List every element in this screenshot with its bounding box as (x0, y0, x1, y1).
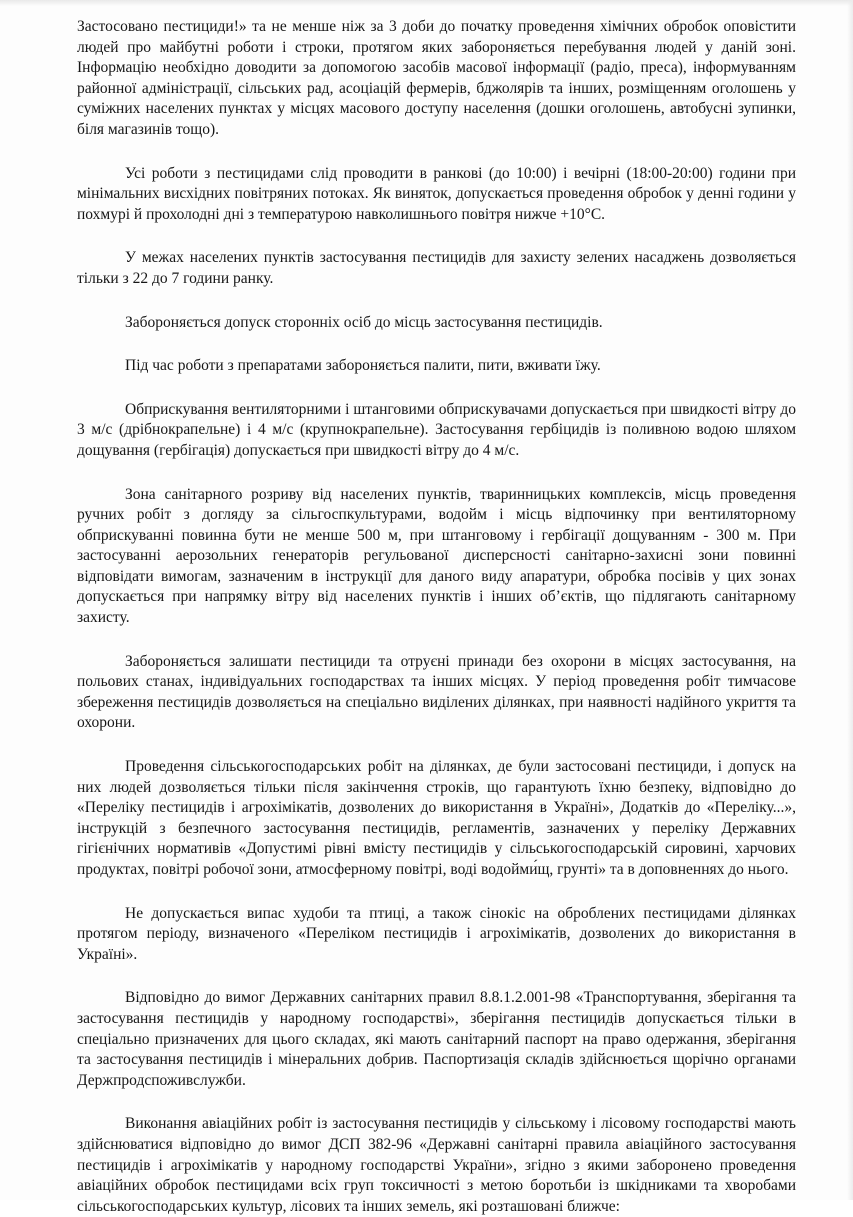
paragraph-storage-requirements: Відповідно до вимог Державних санітарних правил 8.8.1.2.001-98 «Транспортування, зберігання та застосування пестицидів у народному господарстві», зберігання пестицидів допускається тільки в спеціально призначених для цього складах, які мають санітарний паспорт на право одержання, зберігання та застосування пестицидів і мінеральних добрив. Паспортизація складів здійснюється щорічно органами Держпродспоживслужби. (77, 989, 796, 1089)
paragraph-warning-notification: Застосовано пестициди!» та не менше ніж за 3 доби до початку проведення хімічних обробок оповістити людей про майбутні роботи і строки, протягом яких забороняється перебування людей у даній зоні. Інформацію необхідно доводити за допомогою засобів масової інформації (радіо, преса), інформуванням районної адміністрації, сільських рад, асоціацій фермерів, бджолярів та інших, розміщенням оголошень у суміжних населених пунктах у місцях масового доступу населення (дошки оголошень, автобусні зупинки, біля магазинів тощо). (77, 18, 796, 138)
paragraph-no-outsiders: Забороняється допуск сторонніх осіб до місць застосування пестицидів. (125, 313, 603, 331)
paragraph-grazing-prohibition: Не допускається випас худоби та птиці, а також сінокіс на оброблених пестицидами ділянках протягом періоду, визначеного «Переліком пестицидів і агрохімікатів, дозволених до використання в Україні». (77, 904, 796, 963)
paragraph-working-hours: Усі роботи з пестицидами слід проводити в ранкові (до 10:00) і вечірні (18:00-20:00) години при мінімальних висхідних повітряних потоках. Як виняток, допускається проведення обробок у денні години у похмурі й прохолодні дні з температурою навколишнього повітря нижче +10°С. (77, 164, 796, 223)
paragraph-aviation-works: Виконання авіаційних робіт із застосування пестицидів у сільському і лісовому господарстві мають здійснюватися відповідно до вимог ДСП 382-96 «Державні санітарні правила авіаційного застосування пестицидів і агрохімікатів у народному господарстві України», згідно з якими заборонено проведення авіаційних обробок пестицидами всіх груп токсичності з метою боротьби із шкідниками та хворобами сільськогосподарських культур, лісових та інших земель, які розташовані ближче: (77, 1115, 796, 1215)
paragraph-sanitary-zone: Зона санітарного розриву від населених пунктів, тваринницьких комплексів, місць проведення ручних робіт з догляду за сільгоспкультурами, водойм і місць відпочинку при вентиляторному обприскуванні повинна бути не менше 500 м, при штанговому і гербігації дощуванням - 300 м. При застосуванні аерозольних генераторів регульованої дисперсності санітарно-захисні зони повинні відповідати вимогам, зазначеним в інструкції для даного виду апаратури, обробка посівів у цих зонах допускається при напрямку вітру від населених пунктів і інших об’єктів, що підлягають санітарному захисту. (77, 485, 796, 627)
paragraph-no-smoking-eating: Під час роботи з препаратами забороняється палити, пити, вживати їжу. (125, 357, 601, 375)
scan-edge-top (0, 0, 853, 6)
scan-edge-right (847, 0, 853, 1200)
document-body (77, 17, 796, 1217)
paragraph-unguarded-pesticides: Забороняється залишати пестициди та отруєні принади без охорони в місцях застосування, на польових станах, індивідуальних господарствах та інших місцях. У період проведення робіт тимчасове збереження пестицидів дозволяється на спеціально виділених ділянках, при наявності надійного укриття та охорони. (77, 652, 796, 732)
paragraph-field-access-after-treatment: Проведення сільськогосподарських робіт на ділянках, де були застосовані пестициди, і допуск на них людей дозволяється тільки після закінчення строків, що гарантують їхню безпеку, відповідно до «Переліку пестицидів і агрохімікатів, дозволених до використання в Україні», Додатків до «Переліку...», інструкцій з безпечного застосування пестицидів, регламентів, зазначених у переліку Державних гігієнічних нормативів «Допустимі рівні вмісту пестицидів у сільськогосподарській сировині, харчових продуктах, повітрі робочої зони, атмосферному повітрі, воді водойми́щ, грунті» та в доповненнях до нього. (77, 758, 796, 878)
paragraph-settlements-night-use: У межах населених пунктів застосування пестицидів для захисту зелених насаджень дозволяється тільки з 22 до 7 години ранку. (77, 249, 796, 287)
paragraph-wind-speed-limits: Обприскування вентиляторними і штанговими обприскувачами допускається при швидкості вітру до 3 м/с (дрібнокрапельне) і 4 м/с (крупнокрапельне). Застосування гербіцидів із поливною водою шляхом дощування (гербігація) допускається при швидкості вітру до 4 м/с. (77, 400, 796, 459)
